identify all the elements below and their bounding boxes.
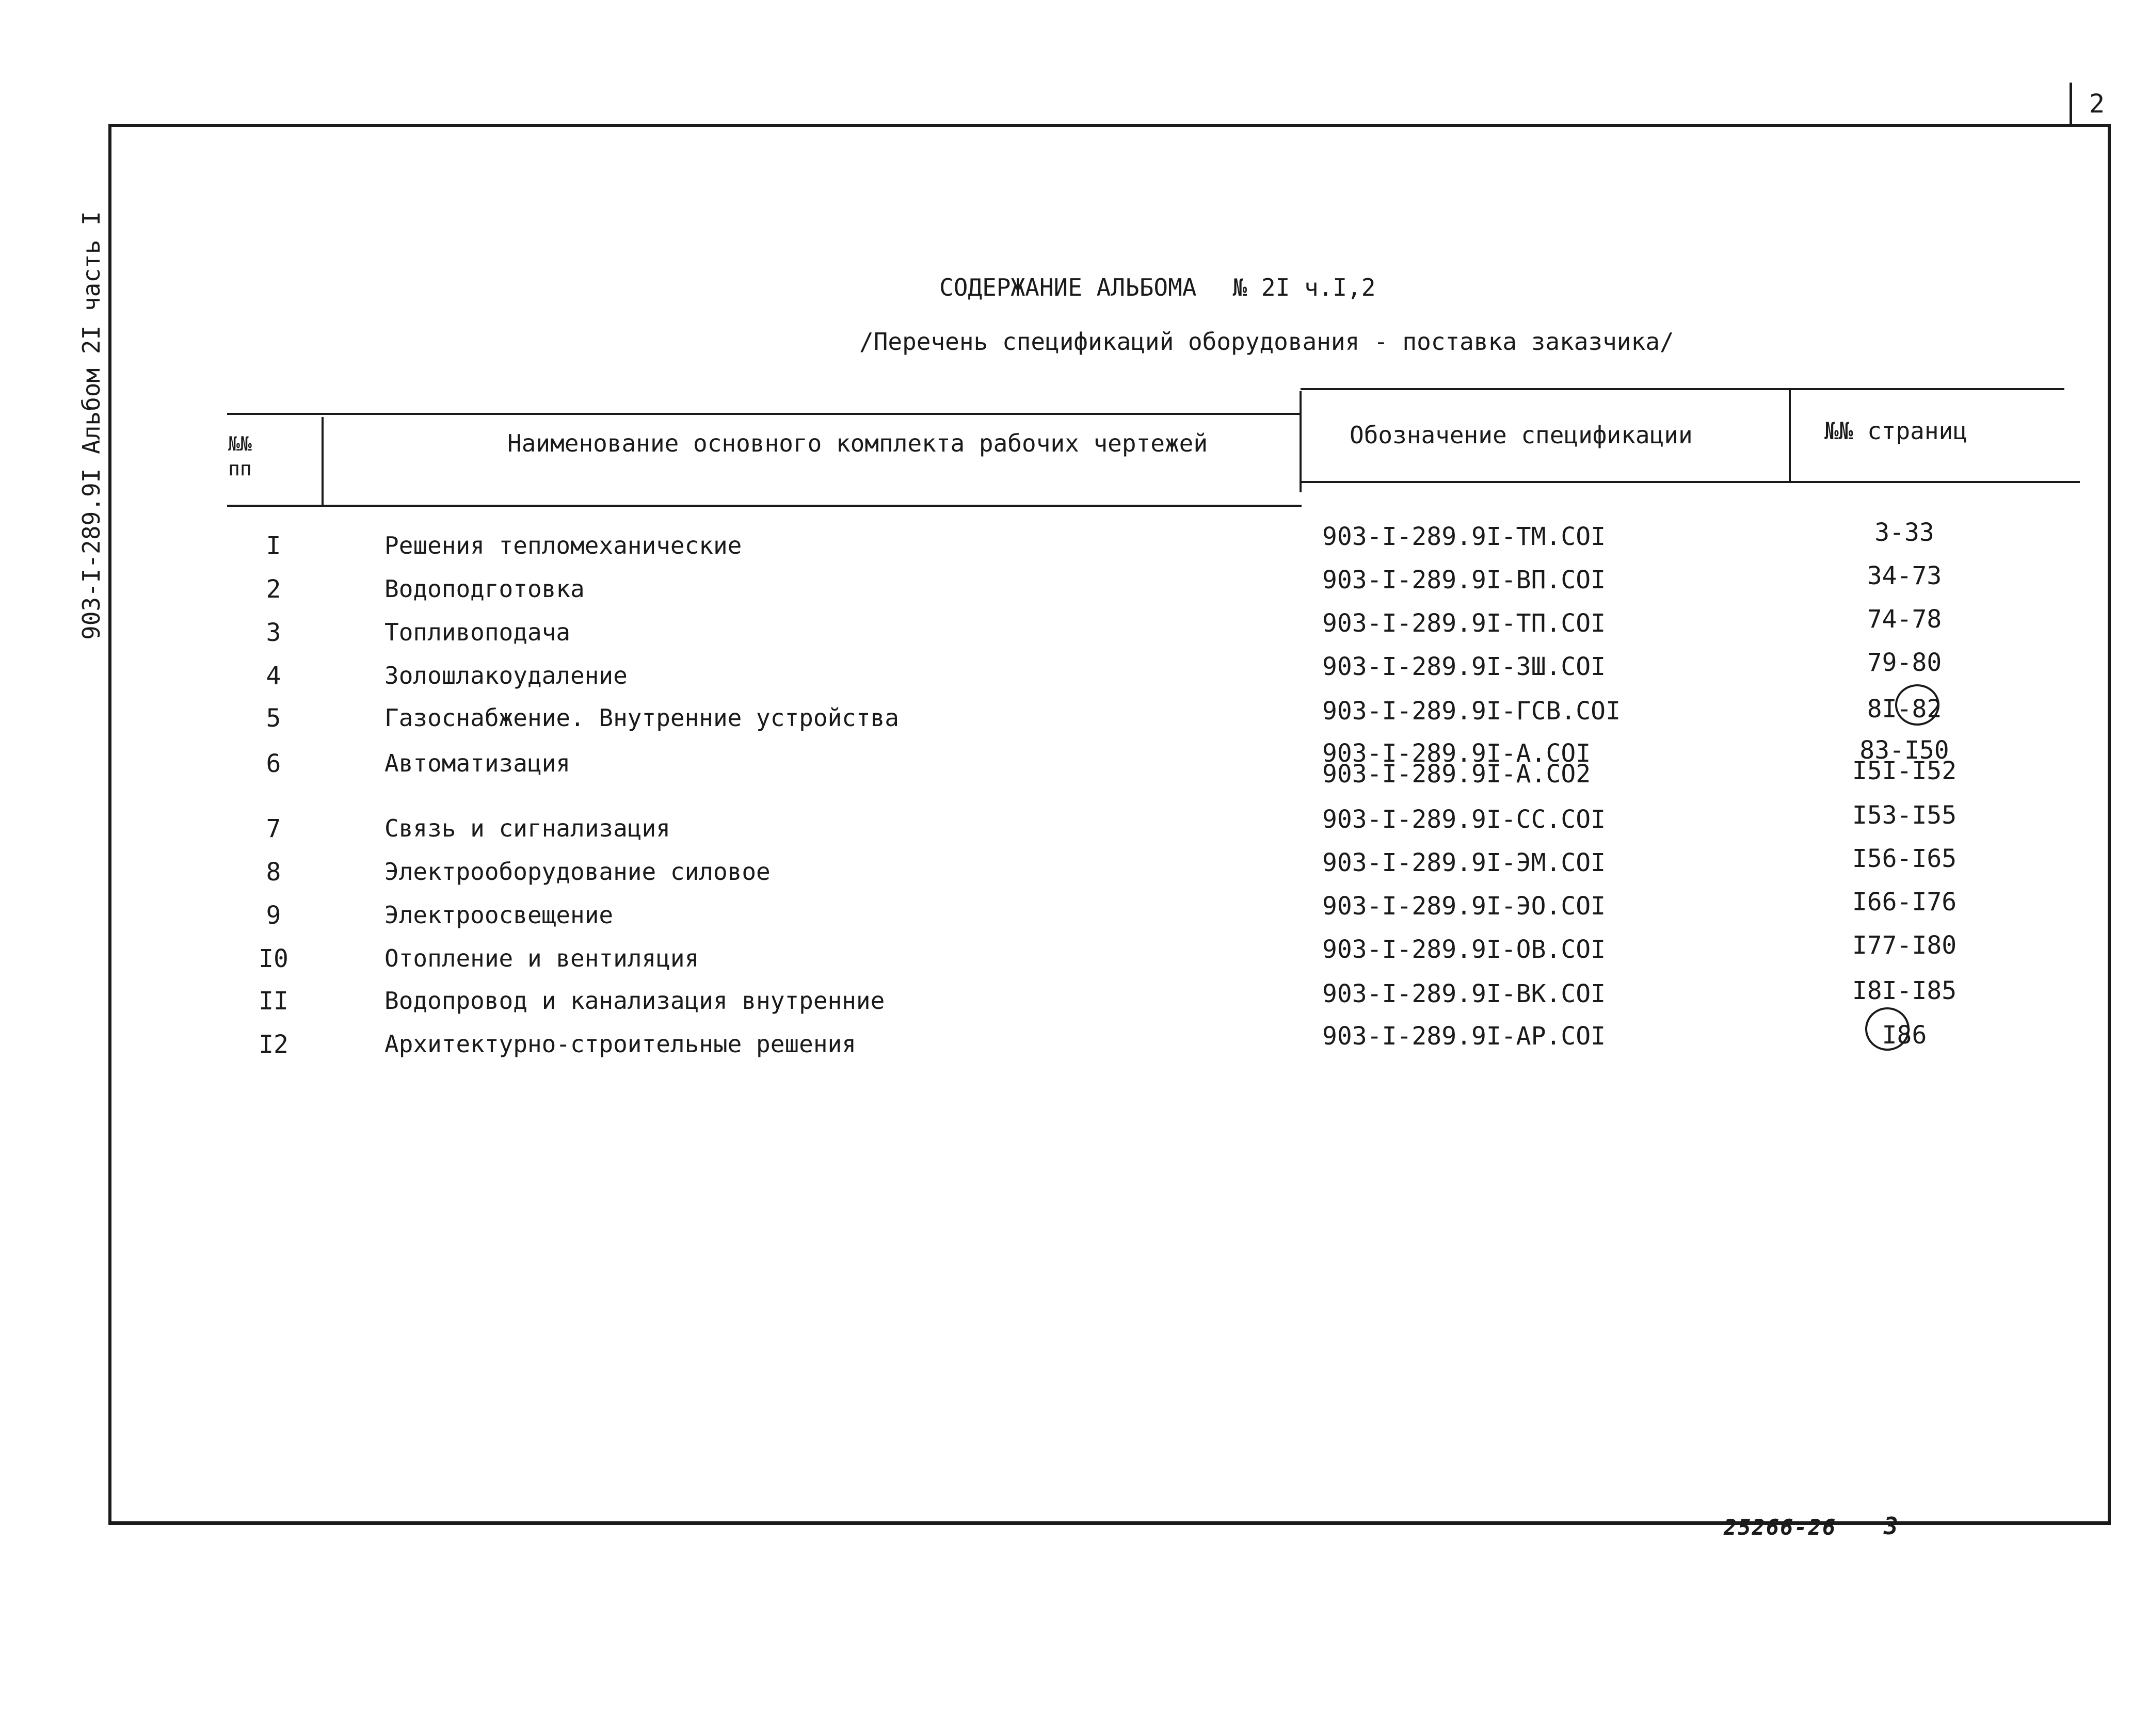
- header-pages: №№ страниц: [1824, 417, 1967, 445]
- col-divider-3: [1789, 390, 1791, 483]
- page-circle-mark: [1895, 684, 1939, 726]
- col-divider-1: [322, 417, 324, 505]
- table-row: 3 Топливоподача 903-I-289.9I-ТП.СОI 74-78: [266, 605, 1942, 647]
- table-row: I Решения тепломеханические 903-I-289.9I-ТМ.СОI 3-33: [266, 518, 1934, 560]
- sheet-number: 2: [2089, 89, 2105, 119]
- title-album: № 2I ч.I,2: [1232, 274, 1376, 301]
- header-bottom-rule-right: [1301, 481, 2080, 483]
- table-row: 8 Электрооборудование силовое 903-I-289.9I-ЭМ.СОI I56-I65: [266, 844, 1957, 887]
- table-row: 4 Золошлакоудаление 903-I-289.9I-ЗШ.СОI 79-80: [266, 648, 1942, 690]
- footer-code: 25266-26: [1724, 1515, 1837, 1540]
- margin-document-code: 903-I-289.9I Альбом 2I часть I: [77, 211, 105, 640]
- table-row: I2 Архитектурно-строительные решения 903-I-289.9I-АР.СОI I86: [259, 1021, 1927, 1059]
- table-row: II Водопровод и канализация внутренние 903-I-289.9I-ВК.СОI I8I-I85: [259, 976, 1957, 1016]
- footer-page-number: 3: [1884, 1512, 1898, 1540]
- table-top-rule: [1301, 388, 2064, 390]
- header-name: Наименование основного комплекта рабочих чертежей: [507, 429, 1208, 457]
- table-row: 2 Водоподготовка 903-I-289.9I-ВП.СОI 34-73: [266, 561, 1942, 604]
- table-row: 7 Связь и сигнализация 903-I-289.9I-СС.СОI I53-I55: [266, 801, 1957, 843]
- header-bottom-rule-left: [227, 505, 1302, 507]
- page-title: [939, 274, 1375, 301]
- page-subtitle: /Перечень спецификаций оборудования - поставка заказчика/: [859, 328, 1674, 356]
- header-num: №№ пп: [228, 432, 252, 480]
- title-text: СОДЕРЖАНИЕ АЛЬБОМА: [939, 274, 1197, 301]
- table-row: 5 Газоснабжение. Внутренние устройства 903-I-289.9I-ГСВ.СОI 8I-82: [266, 695, 1942, 733]
- col-divider-2: [1300, 391, 1302, 492]
- header-code: Обозначение спецификации: [1350, 421, 1693, 449]
- table-row: 6 Автоматизация 903-I-289.9I-А.СОI 903-I-289.9I-А.СО2 83-I50 I5I-I52: [266, 736, 1957, 789]
- table-row: I0 Отопление и вентиляция 903-I-289.9I-ОВ.СОI I77-I80: [259, 931, 1957, 973]
- table-top-rule-left: [227, 413, 1302, 415]
- table-row: 9 Электроосвещение 903-I-289.9I-ЭО.СОI I66-I76: [266, 888, 1957, 930]
- page-circle-mark: [1865, 1007, 1910, 1051]
